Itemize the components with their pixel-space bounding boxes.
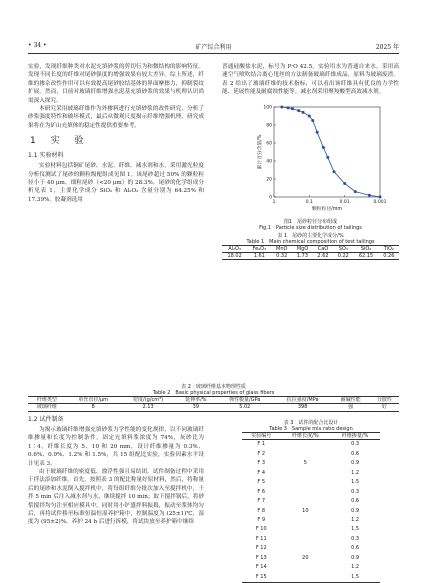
table-row	[242, 478, 380, 487]
data-point	[322, 146, 325, 149]
header-rule	[28, 53, 399, 54]
left-column-lower	[28, 413, 204, 527]
table-row	[242, 440, 380, 450]
table-cell: 0.26	[383, 253, 395, 260]
table-cell: F 15	[255, 573, 267, 580]
data-point	[379, 195, 382, 198]
table-cell: F 12	[255, 545, 267, 552]
table-header-cell: 弹性模量/GPa	[216, 397, 274, 404]
y-tick-label: 20	[266, 177, 272, 183]
table-cell	[281, 450, 331, 459]
table-header-cell: 抗拉强度/MPa	[274, 397, 332, 404]
data-point	[354, 190, 357, 193]
figure-caption-cn: 图1 尾砂粒径分布组成	[283, 218, 338, 225]
fiber-properties-table	[28, 396, 399, 412]
table-cell: 1.73	[296, 253, 309, 260]
section-heading: 1 实 验	[30, 136, 90, 147]
table-cell: 玻璃纤维	[36, 404, 57, 411]
table-row	[242, 469, 380, 478]
table-header-cell: SO₃	[333, 245, 353, 252]
right-column	[222, 63, 399, 260]
table-cell	[281, 573, 331, 583]
table-cell	[281, 516, 331, 525]
table-cell: 0.6	[351, 450, 360, 457]
table-header-cell: 纤维类型	[28, 397, 66, 404]
table-cell: 1.5	[351, 526, 360, 533]
table3-caption-cn: 表 3 试件的配合比设计	[283, 420, 339, 426]
year-label: 2025 年	[375, 44, 399, 51]
table-cell	[281, 563, 331, 572]
table-cell: 1.5	[351, 479, 360, 486]
y-tick-label: 40	[266, 159, 272, 165]
table-cell: 10	[302, 507, 309, 514]
paragraph: 普通硅酸盐水泥，标号为 P·O 42.5。实验用水为普通自来水。采用高速空气喷吹结合离心甩丝的方法制备玻璃纤维成品，原料为玻璃废渣。表 2 给出了玻璃纤维的技术指标，可以看出该纤维具有优良的力学性能、延展性能及耐腐蚀性能等。减水剂采用聚羧酸型高效减水剂。	[222, 64, 399, 96]
table-cell: 1.5	[351, 573, 360, 580]
chemical-composition-table	[222, 245, 399, 261]
table3-caption-en: Table 3 Sample mix ratio design	[269, 426, 353, 432]
table-row	[242, 563, 380, 572]
table-cell: 1.2	[351, 564, 360, 571]
table-header-cell: 纤维掺量/%	[330, 433, 380, 440]
table-cell: F 2	[257, 450, 266, 457]
table-cell: F 3	[257, 460, 266, 467]
table-header-cell: MgO	[292, 245, 313, 252]
table-cell: 2.62	[317, 253, 329, 260]
y-axis-label: 累计百分含量/%	[258, 134, 263, 170]
data-point	[291, 107, 294, 110]
table-cell	[281, 535, 331, 544]
table-cell: 0.3	[351, 535, 360, 542]
data-point	[316, 130, 319, 133]
paragraph: 本研究采用玻璃纤维作为外掺料进行充填砂浆的改性研究，分析了砂浆强度特性和破坏模式，最后从微观尺度揭示纤维增强机理，研究成果将在为矿山充填体的稳定性提供重要参考。	[28, 106, 204, 129]
table-row	[242, 525, 380, 534]
figure-caption-en: Fig.1 Particle size distribution of tailings	[259, 224, 362, 231]
table-cell: F 9	[257, 517, 266, 524]
table-cell: 39	[192, 404, 200, 411]
table-row	[242, 497, 380, 506]
data-point	[280, 105, 283, 108]
table-cell	[281, 440, 331, 450]
table-row	[242, 507, 380, 516]
table-cell: F 6	[257, 488, 266, 495]
table1-caption-cn: 表 1 尾砂的主要化学成分/%	[277, 232, 344, 239]
table-header-cell: Al₂O₃	[222, 245, 247, 252]
table-cell: F 13	[255, 554, 267, 561]
particle-size-chart	[222, 101, 399, 219]
x-tick-label: 0.1	[305, 199, 313, 205]
left-column	[28, 63, 204, 204]
table3-block	[242, 420, 380, 583]
x-tick-label: 0.001	[373, 199, 387, 205]
table-cell: F 5	[257, 479, 266, 486]
table-cell: 1.2	[351, 517, 360, 524]
paragraph: 实验，发现纤维种类对水泥充填砂浆的剪切行为和微结构的影响特征。发现不同长度的纤维对尾砂强度的增强效果有较大差异。综上所述，纤维的掺杂改性作用可以有效提高尾砂胶结基体的界面摩擦力，抑制裂纹扩展。然而，目前对玻璃纤维增强水泥基充填砂浆的效果与机理认识尚需深入探究。	[28, 64, 204, 104]
table-cell: 0.6	[351, 545, 360, 552]
data-point	[326, 156, 329, 159]
y-tick-label: 100	[263, 105, 272, 111]
table-cell: 398	[297, 404, 308, 411]
table-cell: 8	[91, 404, 95, 411]
table-cell: 0.32	[276, 253, 288, 260]
table-row	[242, 450, 380, 459]
paragraph: 实验材料包括铜矿尾砂、水泥、纤维、减水剂和水。采用激光粒度分析仪测试了尾砂的颗粒级配组成见图 1。该尾砂超过 50% 的颗粒粒径小于 40 μm，细粒尾砂（<20 μm）的 28.3%。尾砂的化学组成分析见表 1，主要化学成分 SiO₂ 和 Al₂O₃ 含量分别为 64.25% 和 17.39%。胶凝剂选用	[28, 163, 204, 203]
data-point	[311, 119, 314, 122]
table-cell	[281, 488, 331, 497]
table-header-cell: 单丝直径/μm	[66, 397, 121, 404]
table-cell: F 8	[257, 507, 266, 514]
plot-frame	[274, 107, 380, 197]
y-tick-label: 0	[269, 195, 272, 201]
y-tick-label: 60	[266, 141, 272, 147]
mix-design-table	[242, 432, 380, 583]
paragraph: 由于玻璃纤维的密度低、漂浮性强且易结团，试件制备过程中采用干拌法添加纤维。首先，按照表 3 的配比称量好原材料，然后，将称量后的尾砂和水泥倒入搅拌机中，将每组纤维分批次加入至搅拌机中，干拌 5 min 后注入减水剂与水，继续搅拌 10 min；取下搅拌锅后，将砂浆搅拌均匀注至相应模具中，同时用小铲盛拌料振捣，振动至浆体均匀后，再将试件移至标准恒温恒湿养护箱中，控制温度为 (25±1)℃，湿度为 (95±2)%，养护 24 h 后进行拆模，将试块放至养护箱中继续	[28, 469, 204, 526]
journal-name: 矿产综合利用	[195, 44, 232, 51]
table-header-cell: 纤维长度/%	[281, 433, 331, 440]
table-header-cell: MnO	[271, 245, 292, 252]
table-cell: 好	[381, 404, 387, 411]
data-point	[343, 182, 346, 185]
table-cell: 0.9	[351, 460, 360, 467]
paragraph: 为揭示玻璃纤维增强充填砂浆力学性能的变化规律，以不同玻璃纤维掺量和长度为控制条件，固定充填料浆浓度为 74%，灰砂比为 1∶4，纤维长度为 5、10 和 20 mm，设计纤维掺量为 0.3%、0.6%、0.9%、1.2% 和 1.5%，共 15 组配比实验，实验因素水平设计见表 3。	[28, 427, 204, 467]
table-cell	[281, 469, 331, 478]
page-number: • 34 •	[28, 42, 47, 49]
table-cell: 0.6	[351, 498, 360, 505]
table2-block	[28, 384, 399, 412]
data-point	[287, 106, 290, 109]
data-point	[302, 111, 305, 114]
table-row	[242, 488, 380, 497]
table2-caption-en: Table 2 Basic physical properties of glass fibers	[152, 390, 275, 396]
data-point	[333, 170, 336, 173]
data-point	[297, 109, 300, 112]
table-row	[242, 535, 380, 544]
table-header-cell: 分散性	[370, 397, 399, 404]
table-row	[242, 544, 380, 553]
table-cell: 0.3	[351, 488, 360, 495]
table-cell: 5.02	[239, 404, 251, 411]
table-row	[242, 554, 380, 563]
x-axis-label: 颗粒粒径/mm	[311, 206, 343, 212]
table-cell: 1.61	[253, 253, 265, 260]
table-cell	[281, 525, 331, 534]
table-cell	[281, 544, 331, 553]
table-cell: 1.2	[351, 469, 360, 476]
table-row	[242, 516, 380, 525]
table-cell: F 4	[257, 469, 266, 476]
table-cell: 62.15	[358, 253, 374, 260]
table-cell: F 14	[255, 564, 267, 571]
table-header-cell: Fe₂O₃	[247, 245, 271, 252]
table1-caption-en: Table 1 Main chemical composition of test tailings	[246, 238, 375, 245]
table-cell: 强	[348, 404, 354, 411]
table-cell: F 10	[255, 526, 267, 533]
table-header-cell: 延伸率/%	[176, 397, 216, 404]
table-cell: 20	[302, 554, 309, 561]
table-cell: 2.13	[142, 404, 154, 411]
table-cell: F 11	[255, 535, 267, 542]
table-cell: 0.22	[337, 253, 349, 260]
table-cell	[281, 497, 331, 506]
y-tick-label: 80	[266, 123, 272, 129]
table-header-cell: SiO₂	[353, 245, 378, 252]
table-header-cell: 密度/(g/cm³)	[121, 397, 176, 404]
x-tick-label: 0.01	[339, 199, 350, 205]
table-cell: 0.9	[351, 507, 360, 514]
table-cell: 0.3	[351, 441, 360, 448]
table-cell: 0.9	[351, 554, 360, 561]
table-row	[242, 573, 380, 583]
series-line	[282, 107, 380, 197]
table-header-cell: 耐碱性能	[332, 397, 370, 404]
subsection-heading: 1.1 实验材料	[28, 152, 64, 160]
table-cell: 5	[303, 460, 307, 467]
x-tick-label: 1	[272, 199, 276, 205]
table-cell: 18.02	[227, 253, 242, 260]
table-header-cell: 实验编号	[242, 433, 281, 440]
table-header-cell: TiO₂	[379, 245, 399, 252]
subsection-heading: 1.2 试件制备	[28, 416, 64, 423]
table2-caption-cn: 表 2 玻璃纤维基本物理性质	[181, 384, 246, 390]
table-cell: F 7	[257, 498, 266, 505]
data-point	[308, 114, 311, 117]
page-header	[28, 42, 399, 52]
table-row	[242, 459, 380, 468]
data-point	[368, 193, 371, 196]
table-cell: F 1	[257, 441, 266, 448]
table-cell	[281, 478, 331, 487]
table-header-cell: CaO	[313, 245, 333, 252]
